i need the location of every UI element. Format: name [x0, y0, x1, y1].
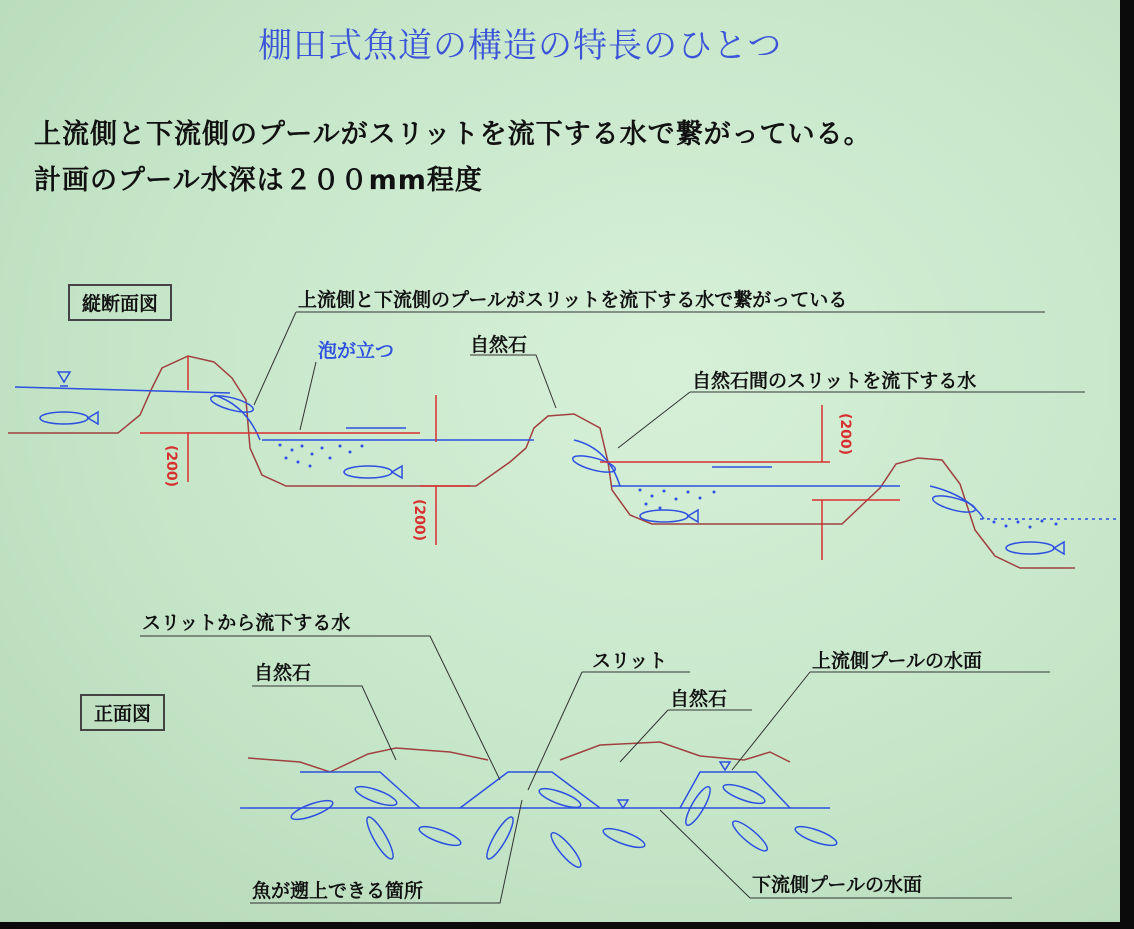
upstream-surface	[300, 772, 790, 808]
fish-front	[289, 781, 838, 871]
slit-flow-3	[930, 486, 984, 519]
stone-outline	[248, 742, 790, 772]
dimension-label-1: (200)	[163, 444, 180, 488]
fish-passage-label: 魚が遡上できる箇所	[252, 880, 424, 902]
surface-marker	[58, 372, 70, 386]
upstream-water	[15, 387, 230, 393]
foam-label: 泡が立つ	[318, 340, 395, 362]
longitudinal-section	[8, 312, 1120, 568]
upstream-surface-label: 上流側プールの水面	[812, 650, 983, 672]
slit-flow-2	[574, 440, 620, 486]
front-view-label: 正面図	[80, 694, 165, 731]
longitudinal-section-label: 縦断面図	[68, 284, 172, 321]
stone-label: 自然石	[470, 334, 528, 356]
front-stone-label-right: 自然石	[670, 688, 728, 710]
headline-line-1: 上流側と下流側のプールがスリットを流下する水で繋がっている。	[34, 119, 872, 150]
downstream-surface-label: 下流側プールの水面	[752, 874, 923, 896]
headline-line-2: 計画のプール水深は２００mm程度	[34, 165, 483, 196]
connect-label: 上流側と下流側のプールがスリットを流下する水で繋がっている	[298, 289, 848, 311]
dimension-label-2: (200)	[411, 498, 428, 542]
slit-label: スリット	[592, 650, 668, 672]
slide-title: 棚田式魚道の構造の特長のひとつ	[258, 26, 783, 66]
slit-water-label: 自然石間のスリットを流下する水	[692, 370, 977, 392]
front-slit-water-label: スリットから流下する水	[142, 612, 351, 634]
dimension-label-3: (200)	[837, 412, 854, 456]
front-stone-label-left: 自然石	[254, 662, 312, 684]
fish-longitudinal	[40, 393, 1064, 554]
